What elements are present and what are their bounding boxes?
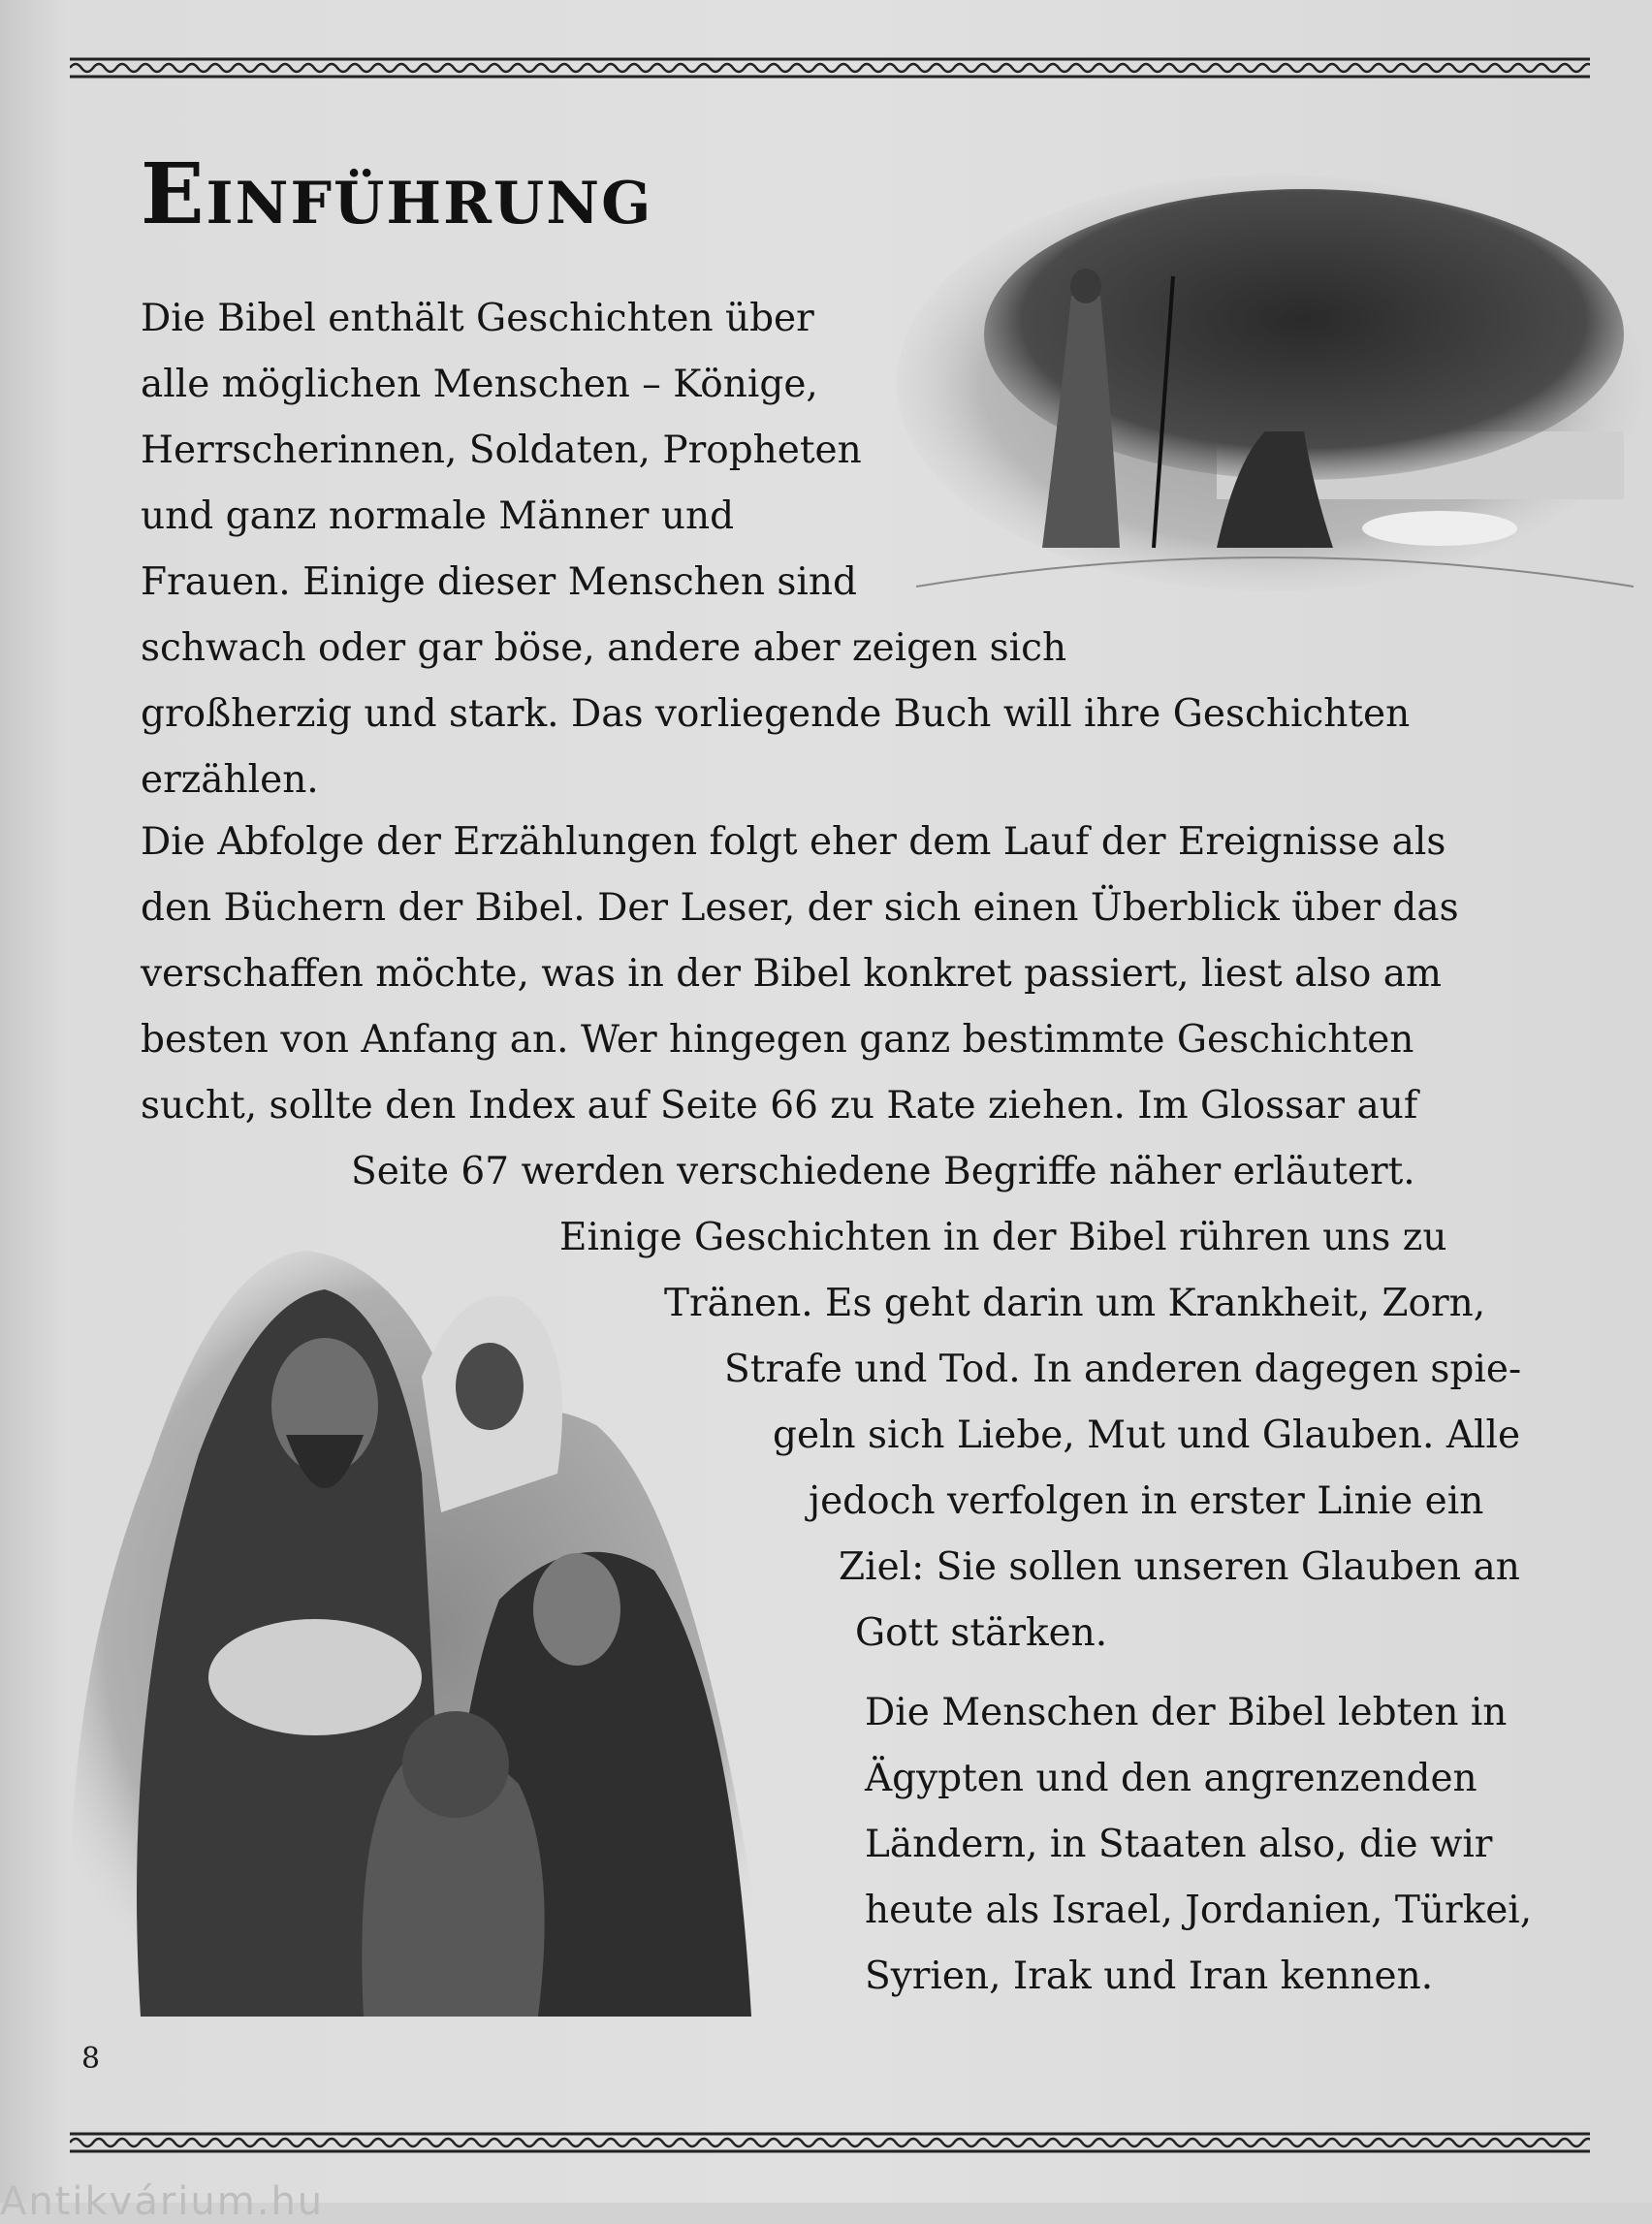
text-line: Strafe und Tod. In anderen dagegen spie- <box>724 1348 1522 1391</box>
text-line: Ländern, in Staaten also, die wir <box>865 1823 1493 1866</box>
shepherd-tree-illustration <box>897 141 1643 606</box>
top-ornamental-border <box>70 56 1590 79</box>
text-line: Syrien, Irak und Iran kennen. <box>865 1954 1434 1998</box>
text-line: sucht, sollte den Index auf Seite 66 zu Rate ziehen. Im Glossar auf <box>141 1084 1418 1128</box>
text-line: Einige Geschichten in der Bibel rühren uns zu <box>559 1216 1447 1259</box>
text-line: schwach oder gar böse, andere aber zeigen sich <box>141 626 1067 670</box>
text-line: Herrscherinnen, Soldaten, Propheten <box>141 429 862 472</box>
text-line: Die Menschen der Bibel lebten in <box>865 1691 1508 1734</box>
bottom-ornamental-border <box>70 2131 1590 2154</box>
presentation-in-temple-illustration <box>34 1222 790 2050</box>
text-line: Seite 67 werden verschiedene Begriffe näher erläutert. <box>351 1150 1415 1193</box>
text-line: heute als Israel, Jordanien, Türkei, <box>865 1889 1533 1932</box>
text-line: alle möglichen Menschen – Könige, <box>141 363 818 406</box>
text-line: besten von Anfang an. Wer hingegen ganz bestimmte Geschichten <box>141 1018 1414 1062</box>
text-line: Ägypten und den angrenzenden <box>865 1757 1477 1800</box>
text-line: geln sich Liebe, Mut und Glauben. Alle <box>773 1414 1521 1457</box>
text-line: den Büchern der Bibel. Der Leser, der sich einen Überblick über das <box>141 886 1459 930</box>
text-line: Tränen. Es geht darin um Krankheit, Zorn, <box>664 1282 1486 1325</box>
text-line: Ziel: Sie sollen unseren Glauben an <box>839 1545 1520 1589</box>
page-number: 8 <box>81 2042 101 2076</box>
text-line: Die Bibel enthält Geschichten über <box>141 297 814 340</box>
text-line: Frauen. Einige dieser Menschen sind <box>141 560 857 604</box>
text-line: und ganz normale Männer und <box>141 494 735 538</box>
watermark: Antikvárium.hu <box>0 2179 325 2224</box>
page-title: Einführung <box>141 145 653 243</box>
text-line: verschaffen möchte, was in der Bibel konkret passiert, liest also am <box>141 952 1442 996</box>
text-line: jedoch verfolgen in erster Linie ein <box>809 1479 1484 1523</box>
text-line: erzählen. <box>141 758 319 802</box>
text-line: großherzig und stark. Das vorliegende Buch will ihre Geschichten <box>141 692 1411 736</box>
text-line: Die Abfolge der Erzählungen folgt eher dem Lauf der Ereignisse als <box>141 820 1446 864</box>
text-line: Gott stärken. <box>855 1611 1108 1655</box>
